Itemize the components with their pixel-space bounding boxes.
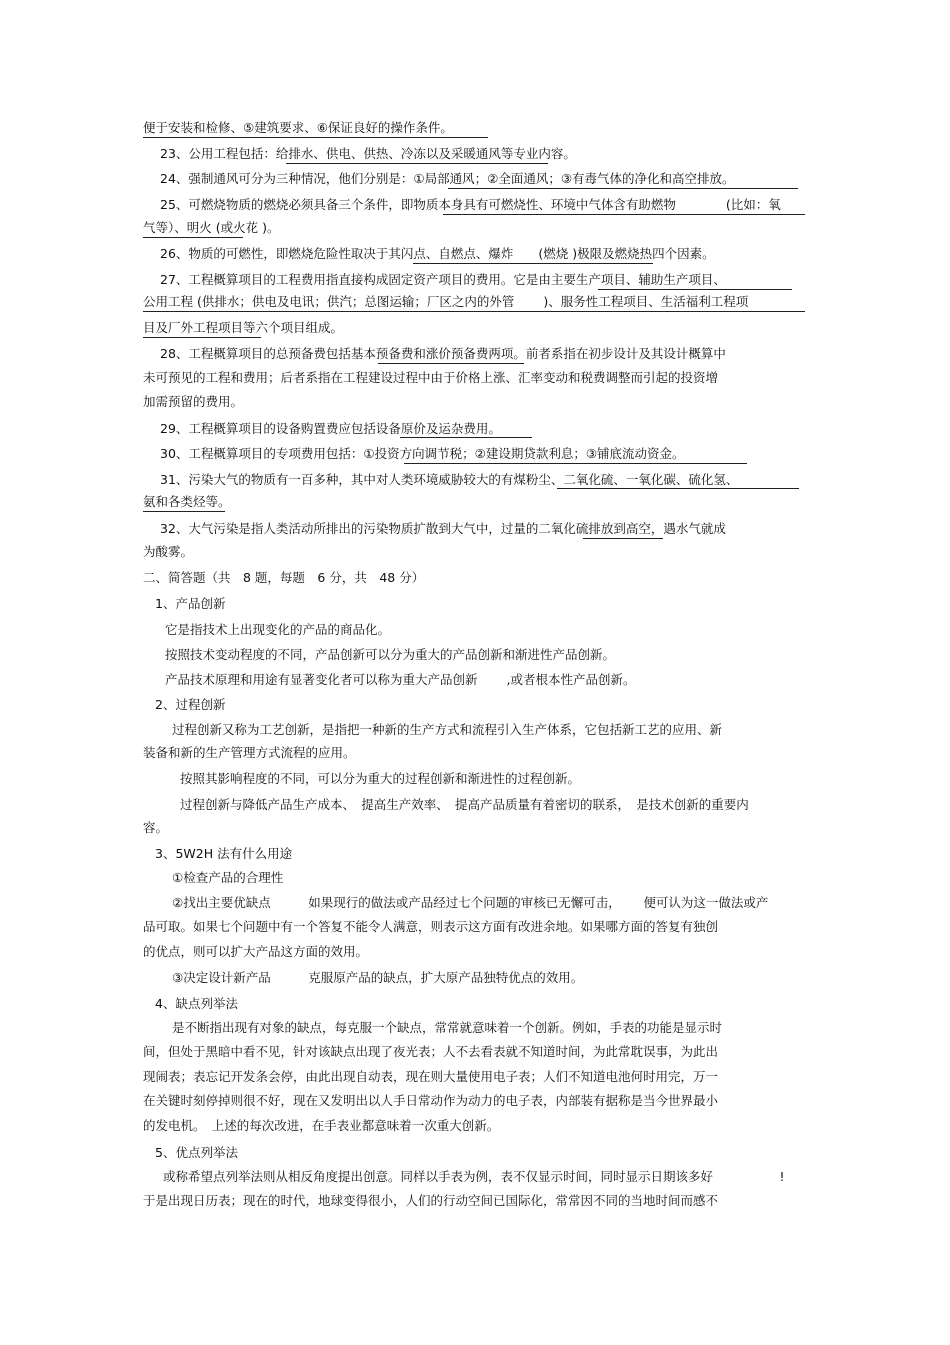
underline — [143, 511, 225, 512]
text-line: ①检查产品的合理性 — [172, 870, 284, 885]
question-heading: 3、5W2H 法有什么用途 — [155, 846, 293, 861]
underline — [404, 463, 747, 464]
underline — [143, 337, 261, 338]
text-line: 31、污染大气的物质有一百多种，其中对人类环境威胁较大的有煤粉尘、二氧化硫、一氧化碳、硫化氢、 — [160, 472, 739, 487]
section-heading: 二、简答题（共 8 题，每题 6 分，共 48 分） — [143, 570, 425, 585]
text-line: 装备和新的生产管理方式流程的应用。 — [143, 745, 356, 760]
text-line: 于是出现日历表；现在的时代，地球变得很小，人们的行动空间已国际化，常常因不同的当地时间而感不 — [143, 1193, 719, 1208]
underline — [413, 263, 653, 264]
text-line: 32、大气污染是指人类活动所排出的污染物质扩散到大气中，过量的二氧化硫排放到高空，遇水气就成 — [160, 521, 726, 536]
text-line: ②找出主要优缺点 如果现行的做法或产品经过七个问题的审核已无懈可击， 便可认为这一做法或产 — [172, 895, 769, 910]
underline — [286, 163, 548, 164]
underline — [400, 437, 532, 438]
question-heading: 2、过程创新 — [155, 697, 226, 712]
underline — [443, 214, 805, 215]
underline — [143, 137, 488, 138]
text-line: 加需预留的费用。 — [143, 394, 244, 409]
text-line: 为酸雾。 — [143, 544, 194, 559]
text-line: ③决定设计新产品 克服原产品的缺点，扩大原产品独特优点的效用。 — [172, 970, 584, 985]
text-line: 28、工程概算项目的总预备费包括基本预备费和涨价预备费两项。前者系指在初步设计及其设计概算中 — [160, 346, 726, 361]
underline — [583, 538, 663, 539]
text-line: 气等）、明火 (或火花 )。 — [143, 220, 280, 235]
text-line: 26、物质的可燃性，即燃烧危险性取决于其闪点、自燃点、爆炸 (燃烧 )极限及燃烧热四个因素。 — [160, 246, 715, 261]
text-line: 氨和各类烃等。 — [143, 494, 231, 509]
text-line: 24、强制通风可分为三种情况，他们分别是：①局部通风；②全面通风；③有毒气体的净化和高空排放。 — [160, 171, 735, 186]
underline — [448, 188, 798, 189]
text-line: 的发电机。 上述的每次改进，在手表业都意味着一次重大创新。 — [143, 1118, 500, 1133]
text-line: 30、工程概算项目的专项费用包括：①投资方向调节税；②建设期贷款利息；③铺底流动资金。 — [160, 446, 685, 461]
text-line: 产品技术原理和用途有显著变化者可以称为重大产品创新 ,或者根本性产品创新。 — [165, 672, 636, 687]
text-line: 过程创新与降低产品生产成本、 提高生产效率、 提高产品质量有着密切的联系， 是技术创新的重要内 — [180, 797, 749, 812]
text-line: 25、可燃烧物质的燃烧必须具备三个条件，即物质本身具有可燃烧性、环境中气体含有助燃物 (比如：氧 — [160, 197, 781, 212]
text-line: 29、工程概算项目的设备购置费应包括设备原价及运杂费用。 — [160, 421, 501, 436]
text-line: 目及厂外工程项目等六个项目组成。 — [143, 320, 344, 335]
text-line: 容。 — [143, 820, 169, 835]
underline — [143, 311, 805, 312]
text-line: 是不断指出现有对象的缺点，每克服一个缺点，常常就意味着一个创新。例如，手表的功能是显示时 — [172, 1020, 723, 1035]
text-line: 的优点，则可以扩大产品这方面的效用。 — [143, 944, 369, 959]
text-line: 公用工程 (供排水；供电及电讯；供汽；总图运输；厂区之内的外管 )、服务性工程项目、生活福利工程项 — [143, 294, 749, 309]
underline — [378, 363, 524, 364]
underline — [598, 289, 792, 290]
text-line: 间，但处于黑暗中看不见，针对该缺点出现了夜光表；人不去看表就不知道时间，为此常耽误事，为此出 — [143, 1044, 719, 1059]
text-line: 或称希望点列举法则从相反角度提出创意。同样以手表为例，表不仅显示时间，同时显示日期该多好 ! — [163, 1169, 785, 1184]
text-line: 品可取。如果七个问题中有一个答复不能令人满意，则表示这方面有改进余地。如果哪方面的答复有独创 — [143, 919, 719, 934]
question-heading: 1、产品创新 — [155, 596, 226, 611]
text-line: 便于安装和检修、⑤建筑要求、⑥保证良好的操作条件。 — [143, 120, 453, 135]
text-line: 23、公用工程包括：给排水、供电、供热、冷冻以及采暖通风等专业内容。 — [160, 146, 576, 161]
text-line: 它是指技术上出现变化的产品的商品化。 — [165, 622, 391, 637]
text-line: 按照技术变动程度的不同，产品创新可以分为重大的产品创新和渐进性产品创新。 — [165, 647, 616, 662]
text-line: 未可预见的工程和费用；后者系指在工程建设过程中由于价格上涨、汇率变动和税费调整而引起的投资增 — [143, 370, 719, 385]
text-line: 27、工程概算项目的工程费用指直接构成固定资产项目的费用。它是由主要生产项目、辅助生产项目、 — [160, 272, 726, 287]
question-heading: 5、优点列举法 — [155, 1145, 238, 1160]
question-heading: 4、缺点列举法 — [155, 996, 238, 1011]
text-line: 过程创新又称为工艺创新，是指把一种新的生产方式和流程引入生产体系，它包括新工艺的应用、新 — [172, 722, 723, 737]
underline — [557, 488, 799, 489]
text-line: 按照其影响程度的不同，可以分为重大的过程创新和渐进性的过程创新。 — [180, 771, 581, 786]
underline — [143, 237, 243, 238]
text-line: 现闹表；表忘记开发条会停，由此出现自动表，现在则大量使用电子表；人们不知道电池何时用完，万一 — [143, 1069, 719, 1084]
text-line: 在关键时刻停掉则很不好，现在又发明出以人手日常动作为动力的电子表，内部装有据称是当今世界最小 — [143, 1093, 719, 1108]
